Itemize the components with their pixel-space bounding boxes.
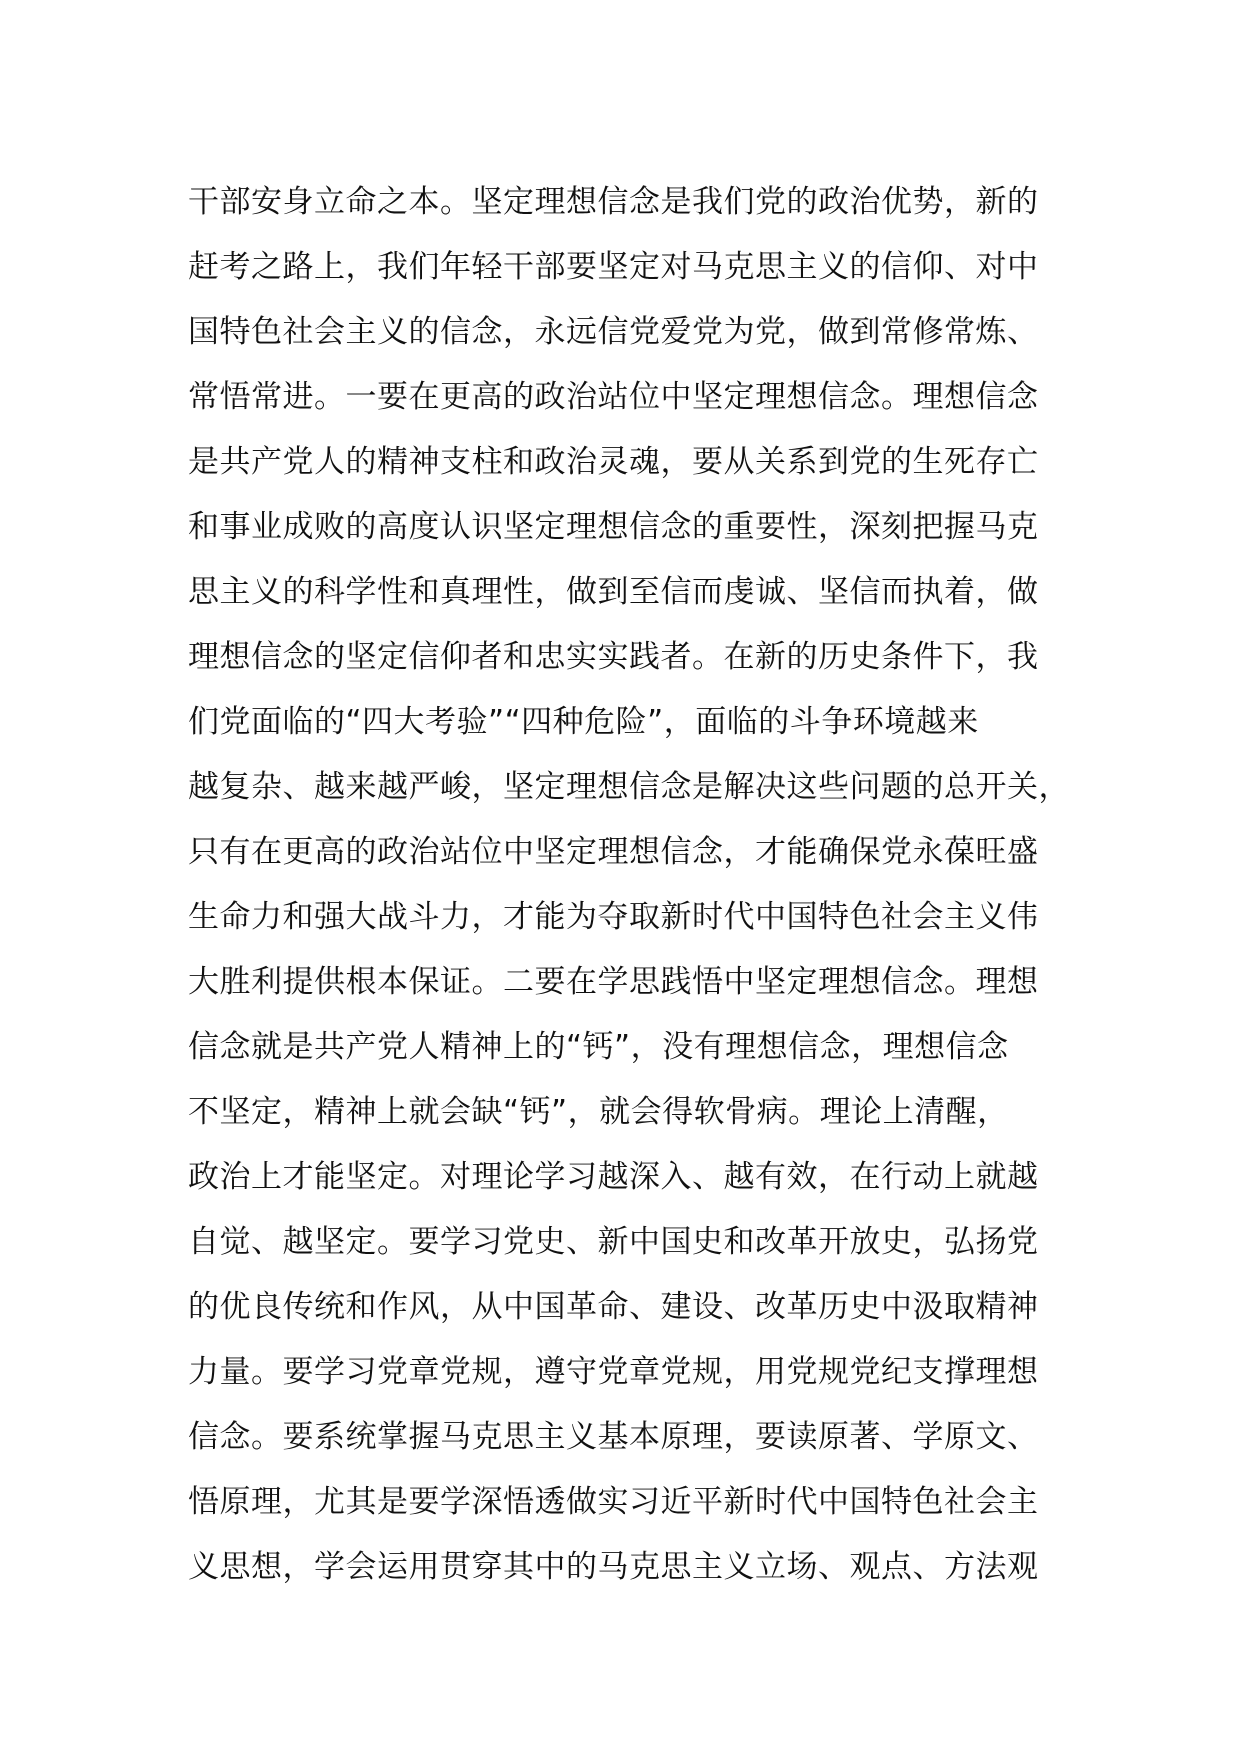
text-line-17: 自觉、越坚定。要学习党史、新中国史和改革开放史，弘扬党 (188, 1224, 1039, 1260)
text-line-11: 只有在更高的政治站位中坚定理想信念，才能确保党永葆旺盛 (188, 834, 1039, 870)
text-line-14: 信念就是共产党人精神上的“钙”，没有理想信念，理想信念 (188, 1029, 1009, 1065)
text-line-1: 干部安身立命之本。坚定理想信念是我们党的政治优势，新的 (188, 184, 1039, 220)
text-line-22: 义思想，学会运用贯穿其中的马克思主义立场、观点、方法观 (188, 1549, 1039, 1585)
text-line-5: 是共产党人的精神支柱和政治灵魂，要从关系到党的生死存亡 (188, 444, 1039, 480)
text-line-12: 生命力和强大战斗力，才能为夺取新时代中国特色社会主义伟 (188, 899, 1039, 935)
text-line-10: 越复杂、越来越严峻，坚定理想信念是解决这些问题的总开关， (188, 769, 1070, 805)
text-line-9: 们党面临的“四大考验”“四种危险”，面临的斗争环境越来 (188, 704, 979, 740)
text-line-21: 悟原理，尤其是要学深悟透做实习近平新时代中国特色社会主 (188, 1484, 1039, 1520)
text-line-4: 常悟常进。一要在更高的政治站位中坚定理想信念。理想信念 (188, 379, 1039, 415)
text-line-19: 力量。要学习党章党规，遵守党章党规，用党规党纪支撑理想 (188, 1354, 1039, 1390)
text-line-2: 赶考之路上，我们年轻干部要坚定对马克思主义的信仰、对中 (188, 249, 1039, 285)
text-line-18: 的优良传统和作风，从中国革命、建设、改革历史中汲取精神 (188, 1289, 1039, 1325)
text-line-8: 理想信念的坚定信仰者和忠实实践者。在新的历史条件下，我 (188, 639, 1039, 675)
text-line-15: 不坚定，精神上就会缺“钙”，就会得软骨病。理论上清醒， (188, 1094, 1009, 1130)
text-line-3: 国特色社会主义的信念，永远信党爱党为党，做到常修常炼、 (188, 314, 1039, 350)
text-line-6: 和事业成败的高度认识坚定理想信念的重要性，深刻把握马克 (188, 509, 1039, 545)
text-line-7: 思主义的科学性和真理性，做到至信而虔诚、坚信而执着，做 (188, 574, 1039, 610)
text-line-20: 信念。要系统掌握马克思主义基本原理，要读原著、学原文、 (188, 1419, 1039, 1455)
body-paragraph (188, 170, 1088, 1600)
text-line-13: 大胜利提供根本保证。二要在学思践悟中坚定理想信念。理想 (188, 964, 1039, 1000)
text-line-16: 政治上才能坚定。对理论学习越深入、越有效，在行动上就越 (188, 1159, 1039, 1195)
